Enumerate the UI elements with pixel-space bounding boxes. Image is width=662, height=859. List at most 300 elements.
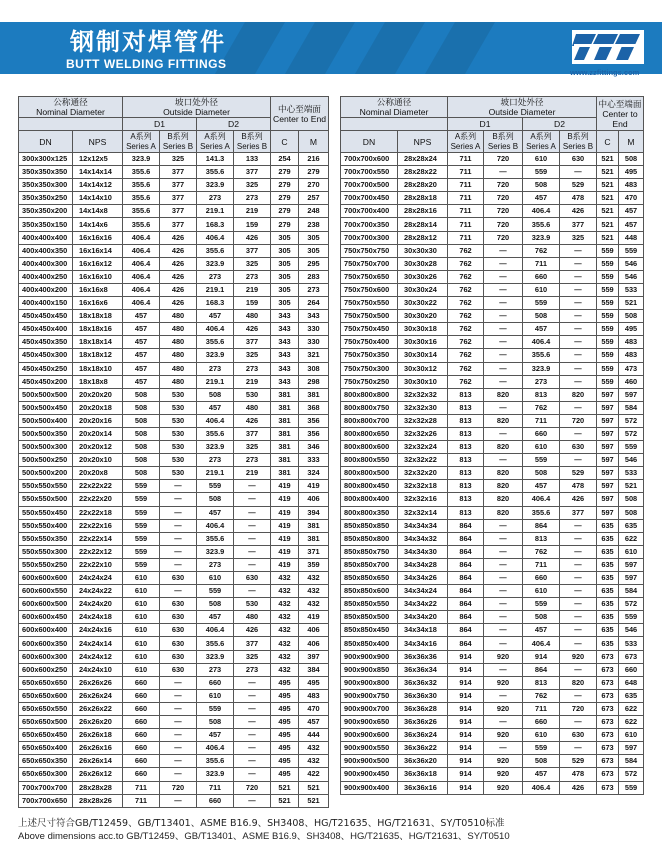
d2-series-a-cell: 762 xyxy=(523,401,560,414)
d2-series-a-cell: 273 xyxy=(197,192,234,205)
d2-series-b-cell: 630 xyxy=(234,572,271,585)
d1-series-b-cell: 630 xyxy=(160,663,197,676)
table-row xyxy=(19,689,329,702)
dn-cell: 450x450x250 xyxy=(19,362,73,375)
d1-series-b-cell: — xyxy=(160,558,197,571)
m-cell: 381 xyxy=(299,388,329,401)
c-cell: 559 xyxy=(597,297,619,310)
m-cell: 483 xyxy=(619,179,644,192)
c-cell: 343 xyxy=(271,310,299,323)
dn-cell: 650x650x400 xyxy=(19,742,73,755)
d1-series-b-cell: — xyxy=(160,689,197,702)
nps-cell: 18x18x18 xyxy=(73,310,123,323)
table-row xyxy=(19,323,329,336)
d2-series-a-cell: 610 xyxy=(197,572,234,585)
c-cell: 635 xyxy=(597,585,619,598)
table-row xyxy=(19,192,329,205)
table-row xyxy=(341,611,644,624)
d1-series-b-header: B系列 Series B xyxy=(484,131,523,153)
dn-cell: 900x900x800 xyxy=(341,676,398,689)
m-cell: 559 xyxy=(619,611,644,624)
m-cell: 483 xyxy=(619,349,644,362)
d2-series-a-cell: 273 xyxy=(523,375,560,388)
dn-cell: 500x500x450 xyxy=(19,401,73,414)
nps-cell: 22x22x12 xyxy=(73,545,123,558)
m-cell: 397 xyxy=(299,650,329,663)
m-cell: 432 xyxy=(299,742,329,755)
d2-series-a-cell: 406.4 xyxy=(523,205,560,218)
table-row xyxy=(341,441,644,454)
table-row xyxy=(19,676,329,689)
d2-series-b-cell: 377 xyxy=(234,637,271,650)
d2-series-a-cell: 508 xyxy=(197,388,234,401)
website-url: www.zzfittings.com xyxy=(570,68,640,77)
m-cell: 508 xyxy=(619,310,644,323)
d1-series-b-cell: — xyxy=(160,755,197,768)
m-cell: 533 xyxy=(619,283,644,296)
d2-series-b-cell: — xyxy=(560,297,597,310)
d1-series-b-cell: — xyxy=(484,349,523,362)
c-cell: 559 xyxy=(597,270,619,283)
d1-series-a-cell: 864 xyxy=(448,545,484,558)
d2-series-a-cell: 219.1 xyxy=(197,375,234,388)
dn-cell: 300x300x125 xyxy=(19,153,73,166)
c-cell: 343 xyxy=(271,375,299,388)
dn-cell: 850x850x850 xyxy=(341,519,398,532)
dn-cell: 450x450x350 xyxy=(19,336,73,349)
d2-series-b-cell: — xyxy=(234,545,271,558)
m-cell: 495 xyxy=(619,166,644,179)
d1-series-a-cell: 914 xyxy=(448,742,484,755)
d2-series-a-cell: 711 xyxy=(523,558,560,571)
d2-series-b-cell: — xyxy=(234,532,271,545)
d2-series-a-cell: 660 xyxy=(523,716,560,729)
outside-diameter-header: 坡口处外径 Outside Diameter xyxy=(123,97,271,118)
c-cell: 432 xyxy=(271,650,299,663)
c-cell: 673 xyxy=(597,716,619,729)
footnote-chinese: 上述尺寸符合GB/T12459、GB/T13401、ASME B16.9、SH3408、HG/T21635、HG/T21631、SY/T0510标准 xyxy=(18,818,505,829)
m-cell: 572 xyxy=(619,768,644,781)
nps-cell: 32x32x26 xyxy=(398,427,448,440)
dn-cell: 900x900x550 xyxy=(341,742,398,755)
d1-series-b-cell: — xyxy=(484,454,523,467)
d2-series-b-cell: 219 xyxy=(234,467,271,480)
d2-series-a-cell: 508 xyxy=(523,179,560,192)
c-cell: 381 xyxy=(271,441,299,454)
d1-series-b-cell: — xyxy=(484,323,523,336)
m-cell: 432 xyxy=(299,585,329,598)
table-row xyxy=(341,310,644,323)
d1-series-a-cell: 508 xyxy=(123,414,160,427)
d1-series-b-cell: 377 xyxy=(160,218,197,231)
m-cell: 270 xyxy=(299,179,329,192)
nominal-diameter-spacer xyxy=(19,118,123,131)
c-cell: 673 xyxy=(597,689,619,702)
nps-cell: 22x22x16 xyxy=(73,519,123,532)
d1-series-b-cell: 426 xyxy=(160,257,197,270)
d1-series-a-cell: 762 xyxy=(448,297,484,310)
dn-cell: 750x750x400 xyxy=(341,336,398,349)
d1-series-a-cell: 813 xyxy=(448,427,484,440)
nps-cell: 14x14x12 xyxy=(73,179,123,192)
d1-series-b-cell: 426 xyxy=(160,270,197,283)
c-cell: 305 xyxy=(271,257,299,270)
m-cell: 483 xyxy=(299,689,329,702)
c-cell: 521 xyxy=(271,781,299,794)
d2-series-a-cell: 355.6 xyxy=(197,166,234,179)
d2-series-a-cell: 711 xyxy=(523,702,560,715)
d2-series-b-cell: 480 xyxy=(234,310,271,323)
d2-series-b-cell: 820 xyxy=(560,676,597,689)
d2-series-a-cell: 406.4 xyxy=(197,519,234,532)
dn-cell: 600x600x350 xyxy=(19,637,73,650)
d1-series-b-cell: — xyxy=(484,611,523,624)
d2-series-b-cell: — xyxy=(560,716,597,729)
c-cell: 419 xyxy=(271,558,299,571)
d1-series-a-cell: 457 xyxy=(123,349,160,362)
dn-cell: 650x650x300 xyxy=(19,768,73,781)
c-cell: 635 xyxy=(597,545,619,558)
nps-cell: 36x36x18 xyxy=(398,768,448,781)
d2-series-a-cell: 457 xyxy=(523,768,560,781)
c-cell: 432 xyxy=(271,598,299,611)
d1-series-a-cell: 355.6 xyxy=(123,179,160,192)
d1-series-b-cell: 480 xyxy=(160,323,197,336)
d1-series-b-cell: — xyxy=(160,519,197,532)
d1-series-a-cell: 762 xyxy=(448,310,484,323)
d1-series-a-cell: 813 xyxy=(448,480,484,493)
m-cell: 470 xyxy=(299,702,329,715)
nps-cell: 22x22x14 xyxy=(73,532,123,545)
m-cell: 483 xyxy=(619,336,644,349)
table-row xyxy=(341,493,644,506)
c-cell: 305 xyxy=(271,283,299,296)
table-row xyxy=(19,585,329,598)
d1-series-a-cell: 457 xyxy=(123,323,160,336)
d2-series-b-cell: — xyxy=(560,611,597,624)
d1-series-b-cell: — xyxy=(484,716,523,729)
table-row xyxy=(19,637,329,650)
d1-series-a-cell: 508 xyxy=(123,427,160,440)
d2-series-b-cell: 630 xyxy=(560,441,597,454)
d2-series-a-cell: 323.9 xyxy=(523,231,560,244)
table-row xyxy=(19,388,329,401)
nps-cell: 26x26x20 xyxy=(73,716,123,729)
d1-series-b-cell: 630 xyxy=(160,637,197,650)
table-row xyxy=(341,742,644,755)
d1-series-b-cell: — xyxy=(160,585,197,598)
d2-series-a-cell: 660 xyxy=(197,676,234,689)
d2-series-a-cell: 406.4 xyxy=(523,781,560,794)
table-row xyxy=(19,166,329,179)
dn-cell: 500x500x250 xyxy=(19,454,73,467)
d1-series-b-cell: 480 xyxy=(160,310,197,323)
d1-series-a-cell: 864 xyxy=(448,558,484,571)
nps-cell: 34x34x26 xyxy=(398,572,448,585)
dn-cell: 750x750x750 xyxy=(341,244,398,257)
dn-cell: 800x800x650 xyxy=(341,427,398,440)
c-cell: 597 xyxy=(597,467,619,480)
d2-series-b-cell: 325 xyxy=(234,650,271,663)
banner-stripe xyxy=(285,22,355,74)
d1-series-a-cell: 762 xyxy=(448,362,484,375)
dn-cell: 350x350x250 xyxy=(19,192,73,205)
nps-header: NPS xyxy=(398,131,448,153)
dn-cell: 750x750x700 xyxy=(341,257,398,270)
nps-cell: 34x34x34 xyxy=(398,519,448,532)
m-cell: 330 xyxy=(299,336,329,349)
nps-cell: 28x28x14 xyxy=(398,218,448,231)
c-cell: 495 xyxy=(271,702,299,715)
nps-cell: 26x26x14 xyxy=(73,755,123,768)
center-to-end-header: 中心至端面 Center to End xyxy=(271,97,329,131)
nps-cell: 28x28x24 xyxy=(398,153,448,166)
d1-series-b-cell: 920 xyxy=(484,650,523,663)
d1-series-b-cell: 377 xyxy=(160,192,197,205)
d1-series-a-cell: 711 xyxy=(448,218,484,231)
d1-series-a-cell: 711 xyxy=(448,166,484,179)
dn-cell: 900x900x500 xyxy=(341,755,398,768)
d2-series-b-cell: — xyxy=(560,244,597,257)
d1-series-b-cell: 720 xyxy=(484,231,523,244)
dn-cell: 450x450x450 xyxy=(19,310,73,323)
dn-cell: 550x550x450 xyxy=(19,506,73,519)
c-cell: 521 xyxy=(597,166,619,179)
d2-series-a-cell: 355.6 xyxy=(197,427,234,440)
dn-cell: 700x700x500 xyxy=(341,179,398,192)
d2-series-a-cell: 406.4 xyxy=(197,742,234,755)
c-cell: 597 xyxy=(597,493,619,506)
page-title-chinese: 钢制对焊管件 xyxy=(70,28,226,56)
d1-series-a-cell: 457 xyxy=(123,310,160,323)
d2-series-b-cell: 426 xyxy=(234,624,271,637)
d1-series-b-cell: 530 xyxy=(160,454,197,467)
c-cell: 559 xyxy=(597,257,619,270)
d2-series-b-cell: — xyxy=(234,755,271,768)
d2-series-b-cell: — xyxy=(234,519,271,532)
dn-cell: 850x850x700 xyxy=(341,558,398,571)
table-row xyxy=(341,729,644,742)
d2-series-a-cell: 559 xyxy=(523,297,560,310)
d2-series-b-cell: 426 xyxy=(234,231,271,244)
dn-cell: 900x900x750 xyxy=(341,689,398,702)
table-row xyxy=(341,283,644,296)
d2-series-b-cell: — xyxy=(560,532,597,545)
d1-series-b-cell: 920 xyxy=(484,676,523,689)
d2-series-a-cell: 355.6 xyxy=(197,244,234,257)
d1-series-a-cell: 711 xyxy=(448,192,484,205)
d1-series-a-cell: 711 xyxy=(448,153,484,166)
c-cell: 381 xyxy=(271,467,299,480)
fittings-table-left xyxy=(18,96,329,808)
c-cell: 419 xyxy=(271,480,299,493)
table-row xyxy=(341,257,644,270)
d2-series-b-cell: 133 xyxy=(234,153,271,166)
table-row xyxy=(19,650,329,663)
d2-series-b-cell: 426 xyxy=(234,323,271,336)
m-cell: 279 xyxy=(299,166,329,179)
d2-series-a-cell: 762 xyxy=(523,545,560,558)
table-row xyxy=(341,572,644,585)
nps-cell: 28x28x20 xyxy=(398,179,448,192)
d1-series-b-cell: — xyxy=(160,545,197,558)
d1-series-a-cell: 406.4 xyxy=(123,283,160,296)
c-cell: 673 xyxy=(597,650,619,663)
d1-series-a-cell: 508 xyxy=(123,388,160,401)
dn-cell: 800x800x750 xyxy=(341,401,398,414)
d2-series-a-cell: 273 xyxy=(197,362,234,375)
m-cell: 264 xyxy=(299,297,329,310)
nps-cell: 34x34x16 xyxy=(398,637,448,650)
m-cell: 343 xyxy=(299,310,329,323)
c-cell: 673 xyxy=(597,755,619,768)
table-row xyxy=(19,506,329,519)
d1-series-b-cell: — xyxy=(484,362,523,375)
d1-series-b-cell: — xyxy=(484,297,523,310)
table-row xyxy=(341,558,644,571)
nps-cell: 18x18x14 xyxy=(73,336,123,349)
nps-cell: 16x16x12 xyxy=(73,257,123,270)
d2-series-b-cell: — xyxy=(560,454,597,467)
d2-series-a-cell: 273 xyxy=(197,558,234,571)
nps-cell: 14x14x14 xyxy=(73,166,123,179)
m-cell: 622 xyxy=(619,702,644,715)
dn-cell: 600x600x400 xyxy=(19,624,73,637)
d2-series-a-cell: 355.6 xyxy=(197,532,234,545)
nps-cell: 24x24x18 xyxy=(73,611,123,624)
nps-cell: 36x36x28 xyxy=(398,702,448,715)
d2-series-a-cell: 813 xyxy=(523,532,560,545)
d1-series-b-cell: — xyxy=(484,310,523,323)
c-cell: 559 xyxy=(597,323,619,336)
m-cell: 473 xyxy=(619,362,644,375)
c-cell: 381 xyxy=(271,414,299,427)
table-row xyxy=(19,218,329,231)
d2-series-b-cell: 720 xyxy=(234,781,271,794)
table-row xyxy=(341,218,644,231)
d2-series-a-cell: 711 xyxy=(523,257,560,270)
d2-series-a-cell: 559 xyxy=(197,480,234,493)
m-cell: 546 xyxy=(619,270,644,283)
d2-series-a-cell: 457 xyxy=(523,323,560,336)
d1-series-b-cell: — xyxy=(484,375,523,388)
table-row xyxy=(19,231,329,244)
c-cell: 559 xyxy=(597,244,619,257)
d2-series-a-cell: 406.4 xyxy=(197,624,234,637)
m-cell: 381 xyxy=(299,519,329,532)
m-cell: 584 xyxy=(619,755,644,768)
d2-series-b-cell: 377 xyxy=(234,336,271,349)
m-cell: 359 xyxy=(299,558,329,571)
d2-series-b-cell: — xyxy=(234,493,271,506)
d2-series-a-cell: 406.4 xyxy=(197,323,234,336)
c-cell: 597 xyxy=(597,401,619,414)
table-row xyxy=(341,362,644,375)
table-row xyxy=(341,388,644,401)
d2-series-a-cell: 457 xyxy=(197,611,234,624)
c-cell: 635 xyxy=(597,519,619,532)
m-header: M xyxy=(299,131,329,153)
d2-series-a-cell: 457 xyxy=(197,310,234,323)
d2-series-a-cell: 762 xyxy=(523,244,560,257)
c-cell: 432 xyxy=(271,663,299,676)
d2-series-a-cell: 813 xyxy=(523,676,560,689)
d1-series-a-cell: 406.4 xyxy=(123,297,160,310)
d2-series-b-cell: 426 xyxy=(234,414,271,427)
d1-series-b-cell: 480 xyxy=(160,336,197,349)
d1-series-a-cell: 762 xyxy=(448,244,484,257)
table-row xyxy=(341,716,644,729)
nps-cell: 14x14x8 xyxy=(73,205,123,218)
d1-series-a-cell: 660 xyxy=(123,689,160,702)
m-cell: 368 xyxy=(299,401,329,414)
d2-series-b-cell: — xyxy=(560,572,597,585)
table-row xyxy=(19,257,329,270)
d1-series-a-cell: 355.6 xyxy=(123,205,160,218)
d2-series-b-cell: 377 xyxy=(234,244,271,257)
d1-series-b-cell: 820 xyxy=(484,441,523,454)
dn-cell: 850x850x400 xyxy=(341,637,398,650)
d2-series-a-cell: 813 xyxy=(523,388,560,401)
d1-series-a-cell: 914 xyxy=(448,716,484,729)
m-cell: 457 xyxy=(619,205,644,218)
table-row xyxy=(19,153,329,166)
d2-series-b-cell: 273 xyxy=(234,192,271,205)
nps-cell: 24x24x20 xyxy=(73,598,123,611)
d2-series-b-cell: 478 xyxy=(560,192,597,205)
m-cell: 283 xyxy=(299,270,329,283)
nps-cell: 28x28x28 xyxy=(73,781,123,794)
d1-series-b-cell: — xyxy=(484,336,523,349)
table-row xyxy=(341,205,644,218)
d2-series-b-cell: — xyxy=(560,689,597,702)
dn-cell: 700x700x300 xyxy=(341,231,398,244)
c-cell: 521 xyxy=(271,794,299,807)
dn-cell: 550x550x250 xyxy=(19,558,73,571)
center-to-end-header: 中心至端面 Center to End xyxy=(597,97,644,131)
d1-series-b-cell: — xyxy=(160,702,197,715)
m-cell: 295 xyxy=(299,257,329,270)
c-cell: 597 xyxy=(597,480,619,493)
d1-series-a-cell: 813 xyxy=(448,441,484,454)
d2-series-a-cell: 406.4 xyxy=(197,231,234,244)
d1-series-b-cell: — xyxy=(484,283,523,296)
d2-series-b-cell: 478 xyxy=(560,480,597,493)
m-cell: 648 xyxy=(619,676,644,689)
table-row xyxy=(19,572,329,585)
m-cell: 470 xyxy=(619,192,644,205)
c-cell: 305 xyxy=(271,231,299,244)
d1-series-a-cell: 711 xyxy=(123,781,160,794)
d1-series-b-cell: — xyxy=(484,598,523,611)
table-row xyxy=(341,166,644,179)
m-cell: 381 xyxy=(299,532,329,545)
nps-cell: 34x34x24 xyxy=(398,585,448,598)
d2-series-b-cell: — xyxy=(560,624,597,637)
c-cell: 495 xyxy=(271,755,299,768)
table-row xyxy=(341,231,644,244)
c-cell: 521 xyxy=(597,153,619,166)
d1-series-b-cell: — xyxy=(484,519,523,532)
d1-series-b-cell: 377 xyxy=(160,179,197,192)
m-cell: 216 xyxy=(299,153,329,166)
c-cell: 559 xyxy=(597,349,619,362)
nps-cell: 32x32x18 xyxy=(398,480,448,493)
dn-cell: 600x600x550 xyxy=(19,585,73,598)
table-row xyxy=(19,598,329,611)
m-cell: 597 xyxy=(619,388,644,401)
m-cell: 333 xyxy=(299,454,329,467)
